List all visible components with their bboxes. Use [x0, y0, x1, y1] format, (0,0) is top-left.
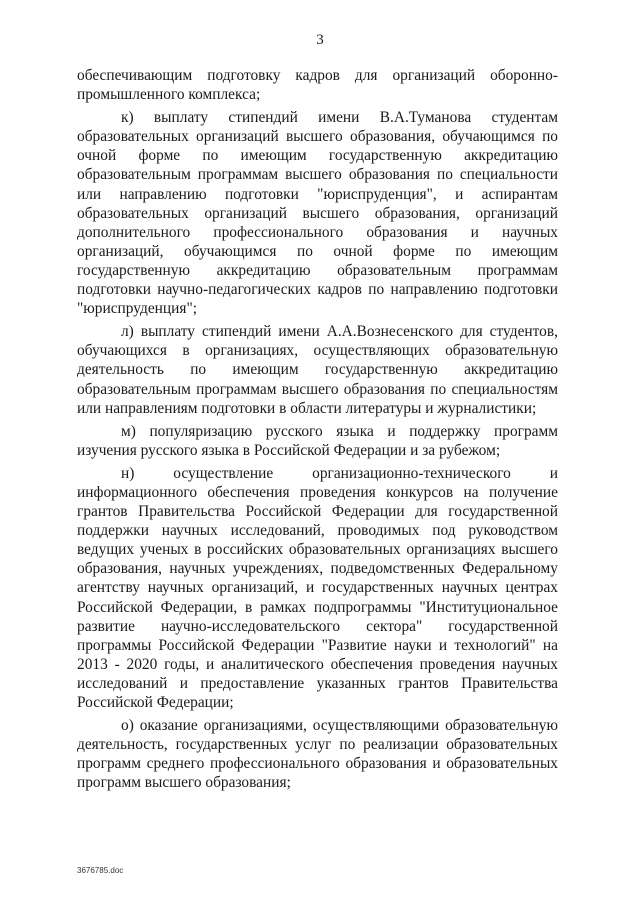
paragraph-o: о) оказание организациями, осуществляющими образовательную деятельность, государственных услуг по реализации образовательных программ среднего профессионального образования и образовательных программ высшего образования;: [77, 717, 558, 792]
paragraph-l: л) выплату стипендий имени А.А.Вознесенского для студентов, обучающихся в организациях, осуществляющих образовательную деятельность по имеющим государственную аккредитацию образовательным программам высшего образования по специальностям или направлениям подготовки в области литературы и журналистики;: [77, 323, 558, 417]
document-body: [77, 66, 558, 796]
paragraph-m: м) популяризацию русского языка и поддержку программ изучения русского языка в Российской Федерации и за рубежом;: [77, 422, 558, 459]
document-file-code: 3676785.doc: [77, 866, 124, 875]
page-number: 3: [316, 32, 324, 48]
paragraph-continuation: обеспечивающим подготовку кадров для организаций оборонно-промышленного комплекса;: [77, 67, 558, 104]
paragraph-k: к) выплату стипендий имени В.А.Туманова студентам образовательных организаций высшего образования, обучающимся по очной форме по имеющим государственную аккредитацию образовательным программам высшего образования по специальности или направлению подготовки "юриспруденция", и аспирантам образовательных организаций высшего образования, организаций дополнительного профессионального образования и научных организаций, обучающимся по очной форме по имеющим государственную аккредитацию образовательным программам подготовки научно-педагогических кадров по направлению подготовки "юриспруденция";: [77, 109, 558, 318]
paragraph-n: н) осуществление организационно-технического и информационного обеспечения проведения конкурсов на получение грантов Правительства Российской Федерации для государственной поддержки научных исследований, проводимых под руководством ведущих ученых в российских образовательных организациях высшего образования, научных учреждениях, подведомственных Федеральному агентству научных организаций, и государственных научных центрах Российской Федерации, в рамках подпрограммы "Институциональное развитие научно-исследовательского сектора" государственной программы Российской Федерации "Развитие науки и технологий" на 2013 - 2020 годы, и аналитического обеспечения проведения научных исследований и предоставление указанных грантов Правительства Российской Федерации;: [77, 464, 558, 711]
